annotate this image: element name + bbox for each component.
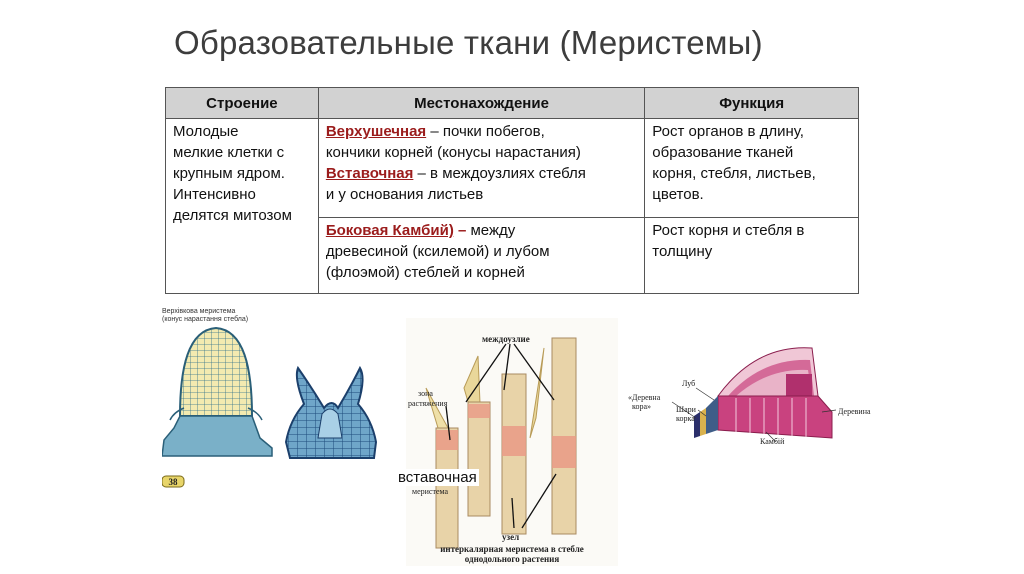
label-cork-2: корка xyxy=(676,414,695,423)
label-zone-1: зона xyxy=(418,389,433,398)
structure-line: делятся митозом xyxy=(173,207,292,224)
meristem-table xyxy=(165,87,859,294)
structure-cell xyxy=(166,119,319,294)
intercalary-overlay-label: вставочная xyxy=(398,469,477,486)
table-row xyxy=(166,119,859,218)
label-lub: Луб xyxy=(682,379,696,388)
apical-meristem-figure xyxy=(162,308,402,498)
term-lateral: Боковая Камбий) xyxy=(325,222,454,239)
label-cambium: Камбій xyxy=(760,437,785,446)
function-line: Рост корня и стебля в xyxy=(652,222,805,239)
function-line: цветов. xyxy=(652,186,704,203)
lateral-desc-3: (флоэмой) стеблей и корней xyxy=(325,264,525,281)
header-location: Местонахождение xyxy=(318,88,644,119)
apical-caption: Верхівкова меристема (конус нарастання стебла) xyxy=(162,308,249,323)
intercalary-illustration xyxy=(406,318,618,566)
intercalary-desc-2: и у основания листьев xyxy=(325,186,484,203)
intercalary-caption-2: однодольного растения xyxy=(464,554,560,564)
location-cell-apical xyxy=(318,119,644,218)
label-internodes: междоузлие xyxy=(482,334,530,344)
term-intercalary: Вставочная xyxy=(325,165,414,182)
function-cell-thickness xyxy=(645,218,859,294)
function-line: толщину xyxy=(652,243,713,260)
function-line: Рост органов в длину, xyxy=(652,123,804,140)
label-zone-2: растяжения xyxy=(408,399,448,408)
function-cell-length xyxy=(645,119,859,218)
location-cell-lateral xyxy=(318,218,644,294)
structure-line: мелкие клетки с xyxy=(173,144,285,161)
cambium-illustration xyxy=(626,338,886,448)
label-node: узел xyxy=(502,532,520,542)
term-lateral-dash: – xyxy=(453,222,467,239)
table-header-row xyxy=(166,88,859,119)
intercalary-caption-1: интеркалярная меристема в стебле xyxy=(440,544,584,554)
label-wood: Деревина xyxy=(838,407,871,416)
label-cork-1: Шари xyxy=(676,405,696,414)
apical-meristem-illustration xyxy=(162,308,402,498)
intercalary-meristem-figure xyxy=(406,318,618,566)
slide-title: Образовательные ткани (Меристемы) xyxy=(174,24,763,61)
structure-line: Интенсивно xyxy=(173,186,256,203)
apical-desc-2: кончики корней (конусы нарастания) xyxy=(325,144,581,161)
intercalary-desc: – в междоузлиях стебля xyxy=(413,165,586,182)
figure-badge: 38 xyxy=(168,477,178,487)
structure-line: Молодые xyxy=(173,123,239,140)
cambium-figure xyxy=(626,338,886,448)
apical-desc: – почки побегов, xyxy=(426,123,545,140)
header-function: Функция xyxy=(645,88,859,119)
lateral-desc: между xyxy=(466,222,516,239)
term-apical: Верхушечная xyxy=(325,123,427,140)
label-bark-1: «Деревна xyxy=(628,393,661,402)
function-line: корня, стебля, листьев, xyxy=(652,165,816,182)
lateral-desc-2: древесиной (ксилемой) и лубом xyxy=(325,243,550,260)
label-meristem: меристема xyxy=(412,487,449,496)
structure-line: крупным ядром. xyxy=(173,165,285,182)
header-structure: Строение xyxy=(166,88,319,119)
function-line: образование тканей xyxy=(652,144,794,161)
label-bark-2: кора» xyxy=(632,402,652,411)
